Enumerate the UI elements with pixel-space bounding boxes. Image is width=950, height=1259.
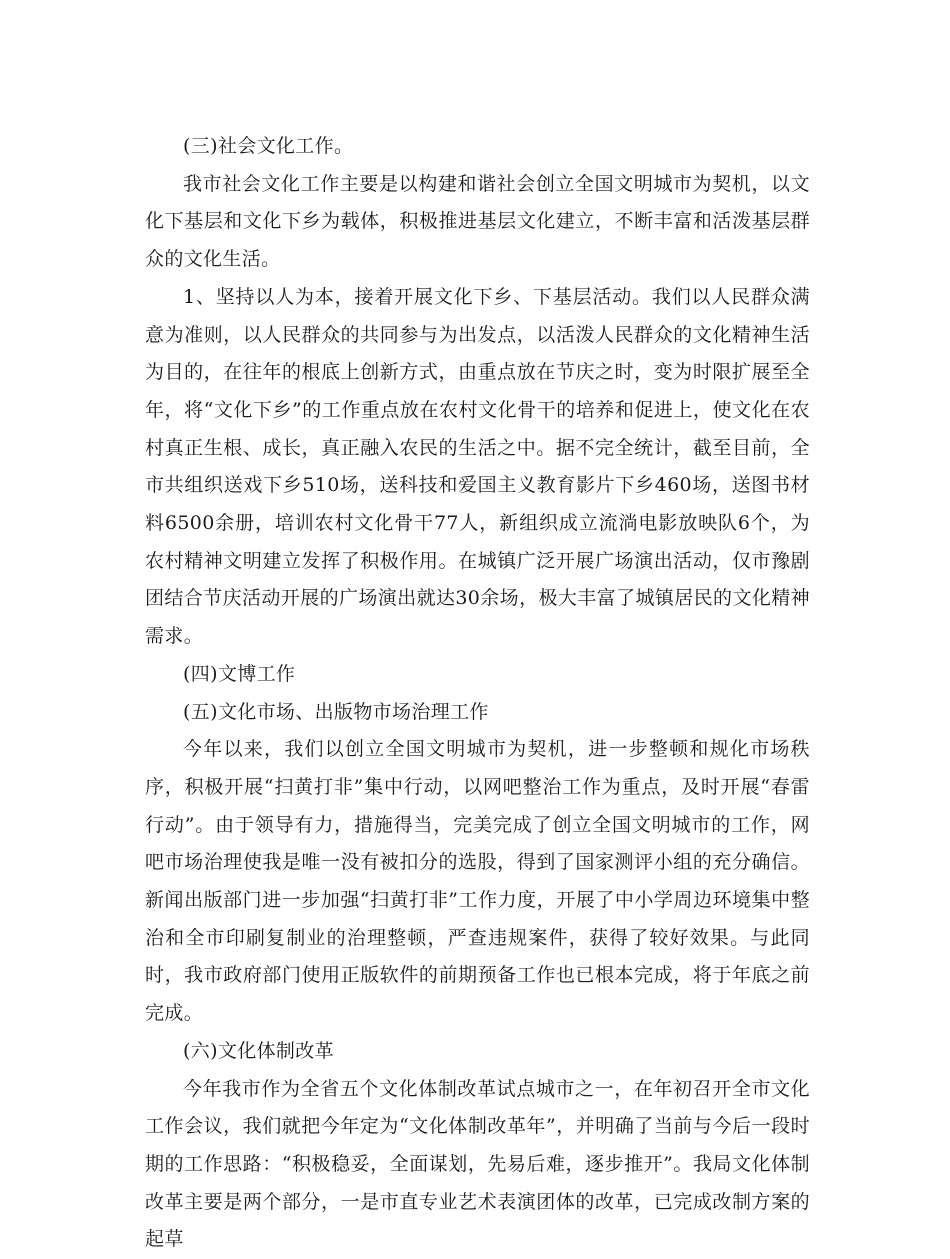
section-heading-system-reform: (六)文化体制改革 xyxy=(183,1039,334,1062)
paragraph-system-reform: 今年我市作为全省五个文化体制改革试点城市之一，在年初召开全市文化工作会议，我们就把今年定为“文化体制改革年”，并明确了当前与今后一段时期的工作思路：“积极稳妥，全面谋划，先易后难，逐步推开”。我局文化体制改革主要是两个部分，一是市直专业艺术表演团体的改革，已完成改制方案的起草 xyxy=(145,1077,810,1251)
document-body xyxy=(145,128,810,1259)
section-heading-museum-work: (四)文博工作 xyxy=(183,662,296,685)
paragraph-culture-to-countryside: 1、坚持以人为本，接着开展文化下乡、下基层活动。我们以人民群众满意为准则，以人民群众的共同参与为出发点，以活泼人民群众的文化精神生活为目的，在往年的根底上创新方式，由重点放在节庆之时，变为时限扩展至全年，将“文化下乡”的工作重点放在农村文化骨干的培养和促进上，使文化在农村真正生根、成长，真正融入农民的生活之中。据不完全统计，截至目前，全市共组织送戏下乡510场，送科技和爱国主义教育影片下乡460场，送图书材料6500余册，培训农村文化骨干77人，新组织成立流淌电影放映队6个，为农村精神文明建立发挥了积极作用。在城镇广泛开展广场演出活动，仅市豫剧团结合节庆活动开展的广场演出就达30余场，极大丰富了城镇居民的文化精神需求。 xyxy=(145,285,810,648)
paragraph-social-culture-intro: 我市社会文化工作主要是以构建和谐社会创立全国文明城市为契机，以文化下基层和文化下乡为载体，积极推进基层文化建立，不断丰富和活泼基层群众的文化生活。 xyxy=(145,172,810,271)
section-heading-market-governance: (五)文化市场、出版物市场治理工作 xyxy=(183,700,489,723)
paragraph-market-governance: 今年以来，我们以创立全国文明城市为契机，进一步整顿和规化市场秩序，积极开展“扫黄打非”集中行动，以网吧整治工作为重点，及时开展“春雷行动”。由于领导有力，措施得当，完美完成了创立全国文明城市的工作，网吧市场治理使我是唯一没有被扣分的选股，得到了国家测评小组的充分确信。新闻出版部门进一步加强“扫黄打非”工作力度，开展了中小学周边环境集中整治和全市印刷复制业的治理整顿，严查违规案件，获得了较好效果。与此同时，我市政府部门使用正版软件的前期预备工作也已根本完成，将于年底之前完成。 xyxy=(145,738,810,1025)
section-heading-social-culture: (三)社会文化工作。 xyxy=(183,135,354,157)
